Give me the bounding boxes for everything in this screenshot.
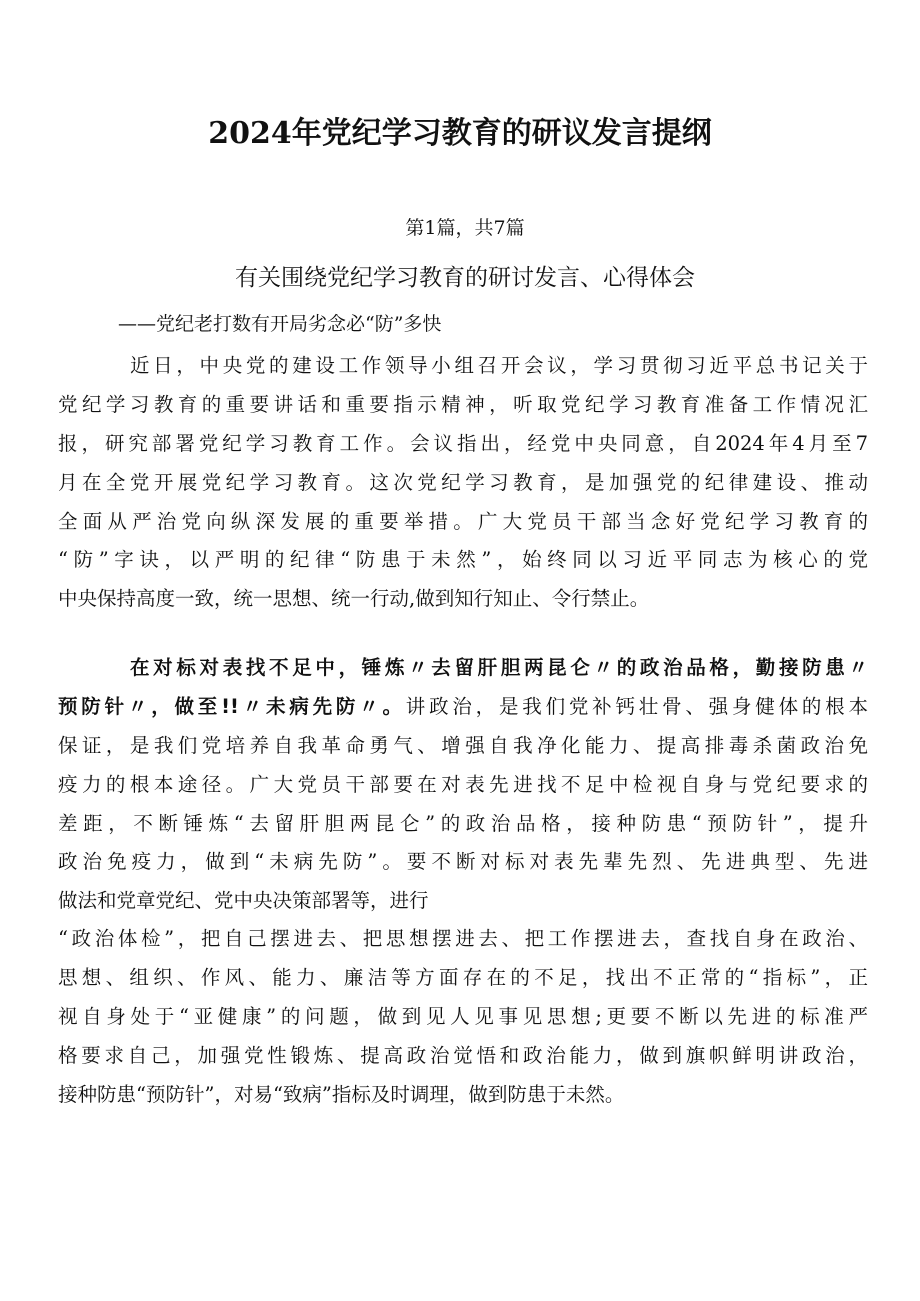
paragraph-political-quality (58, 649, 868, 921)
bold-lead-sentence: 在对标对表找不足中，锤炼〃去留肝胆两昆仑〃的政治品格，勤接防患〃 (130, 656, 868, 679)
paragraph-line: 保证，是我们党培养自我革命勇气、增强自我净化能力、提高排毒杀菌政治免 (58, 733, 868, 757)
paragraph-line: “防”字诀，以严明的纪律“防患于未然”，始终同以习近平同志为核心的党 (58, 548, 868, 572)
paragraph-line: 全面从严治党向纵深发展的重要举措。广大党员干部当念好党纪学习教育的 (58, 509, 868, 533)
paragraph-line (58, 649, 868, 688)
paragraph-line: 近日，中央党的建设工作领导小组召开会议，学习贯彻习近平总书记关于 (130, 354, 868, 377)
paragraph-line: 中央保持高度一致，统一思想、统一行动,做到知行知止、令行禁止。 (58, 587, 650, 611)
paragraph-text: 讲政治，是我们党补钙壮骨、强身健体的根本 (405, 694, 868, 718)
paragraph-line: 党纪学习教育的重要讲话和重要指示精神，听取党纪学习教育准备工作情况汇 (58, 392, 868, 416)
bold-lead-sentence-end: 预防针〃，做至!!〃未病先防〃。 (58, 694, 406, 718)
paragraph-line: 思想、组织、作风、能力、廉洁等方面存在的不足，找出不正常的“指标”，正 (58, 965, 868, 989)
paragraph-line: 做法和党章党纪、党中央决策部署等，进行 (58, 889, 429, 913)
paragraph-line: 政治免疫力，做到“未病先防”。要不断对标对表先辈先烈、先进典型、先进 (58, 850, 868, 874)
paragraph-line: 格要求自己，加强党性锻炼、提高政治觉悟和政治能力，做到旗帜鲜明讲政治， (58, 1043, 868, 1067)
paragraph-line: 报，研究部署党纪学习教育工作。会议指出，经党中央同意，自2024年4月至7 (58, 431, 868, 455)
paragraph-intro (58, 347, 868, 619)
paragraph-line: 接种防患“预防针”，对易“致病”指标及时调理，做到防患于未然。 (58, 1082, 625, 1106)
paragraph-line: 视自身处于“亚健康”的问题，做到见人见事见思想;更要不断以先进的标准严 (58, 1004, 868, 1028)
section-heading: 有关围绕党纪学习教育的研讨发言、心得体会 (235, 265, 695, 291)
paragraph-line (58, 688, 868, 727)
part-number: 第1篇，共7篇 (405, 217, 525, 239)
section-byline: ——党纪老打数有开局劣念必“防”多快 (118, 313, 442, 335)
paragraph-political-checkup (58, 920, 868, 1114)
paragraph-line: 差距，不断锤炼“去留肝胆两昆仑”的政治品格，接种防患“预防针”，提升 (58, 811, 868, 835)
paragraph-line: 疫力的根本途径。广大党员干部要在对表先进找不足中检视自身与党纪要求的 (58, 772, 868, 796)
paragraph-line: “政治体检”，把自己摆进去、把思想摆进去、把工作摆进去，查找自身在政治、 (58, 927, 868, 950)
document-title: 2024年党纪学习教育的研议发言提纲 (208, 116, 712, 151)
paragraph-line: 月在全党开展党纪学习教育。这次党纪学习教育，是加强党的纪律建设、推动 (58, 470, 868, 494)
